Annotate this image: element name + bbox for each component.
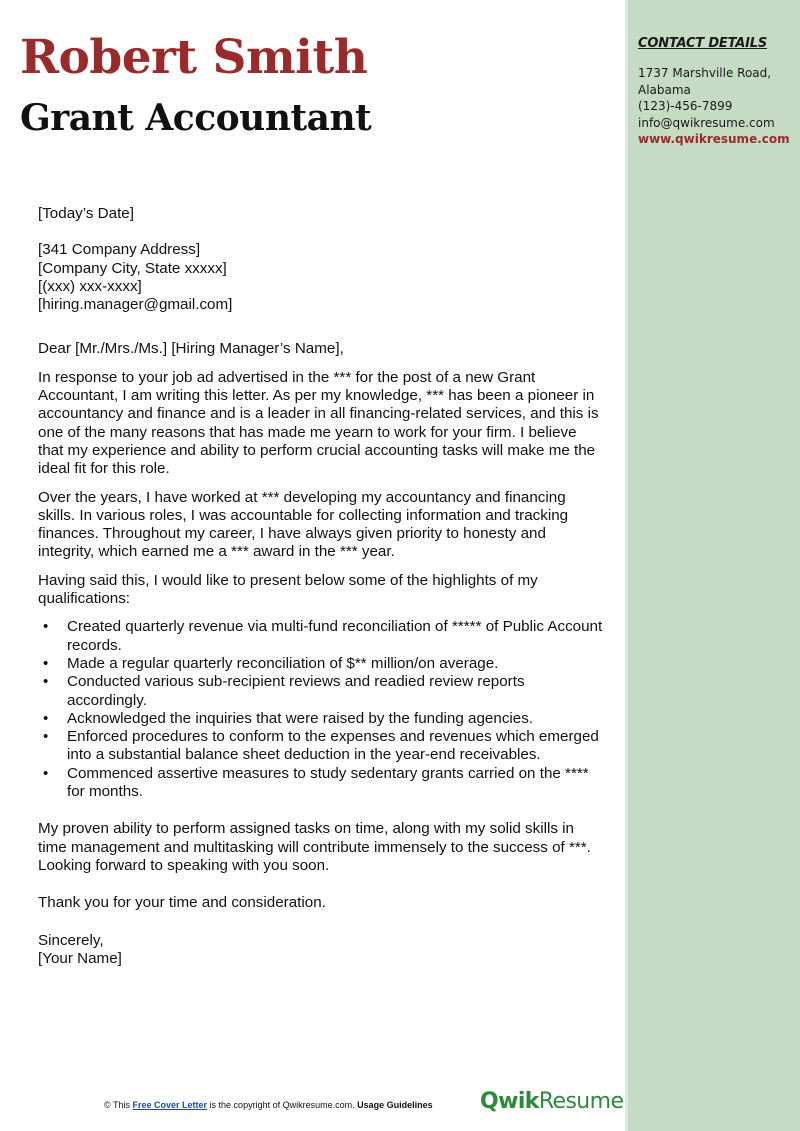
paragraph-experience: Over the years, I have worked at *** developing my accountancy and financing skills. In various roles, I was accountable for collecting information and tracking finances. Throughout my career, I have always given priority to honesty and integrity, which earned me a *** award in the *** year. <box>38 488 569 561</box>
contact-phone: (123)-456-7899 <box>638 99 733 113</box>
qwikresume-logo[interactable] <box>480 1089 623 1114</box>
paragraph-intro: In response to your job ad advertised in the *** for the post of a new Grant Accountant, I am writing this letter. As per my knowledge, *** has been a pioneer in accountancy and finance and is a leader in all financing-related services, and this is one of the many reasons that has made me yearn to work for your firm. I believe that my experience and ability to perform crucial accounting tasks will make me the ideal fit for this role. <box>38 368 599 478</box>
contact-address-line1: 1737 Marshville Road, <box>638 66 772 80</box>
applicant-name: Robert Smith <box>20 30 368 85</box>
contact-address-line2: Alabama <box>638 82 691 97</box>
signoff: Sincerely, <box>38 931 104 949</box>
signature: [Your Name] <box>38 949 122 967</box>
usage-guidelines-link[interactable]: Usage Guidelines <box>357 1100 433 1110</box>
logo-qwik: Qwik <box>480 1089 539 1114</box>
paragraph-highlights-intro: Having said this, I would like to present below some of the highlights of my qualifications: <box>38 571 538 608</box>
contact-email[interactable]: info@qwikresume.com <box>638 115 775 130</box>
salutation: Dear [Mr./Mrs./Ms.] [Hiring Manager’s Name], <box>38 340 344 358</box>
list-item: • Made a regular quarterly reconciliation of $** million/on average. <box>67 655 606 673</box>
recipient-address-line: [Company City, State xxxxx] <box>38 259 227 277</box>
letter-date: [Today’s Date] <box>38 205 134 222</box>
list-item: • Commenced assertive measures to study sedentary grants carried on the **** for months. <box>67 765 606 802</box>
contact-sidebar <box>625 0 800 1131</box>
letter-body <box>38 205 606 968</box>
free-cover-letter-link[interactable]: Free Cover Letter <box>132 1100 208 1110</box>
thanks-line: Thank you for your time and consideration. <box>38 894 326 912</box>
logo-resume: Resume <box>538 1089 624 1114</box>
highlights-list <box>38 618 606 801</box>
recipient-address-line: [hiring.manager@gmail.com] <box>38 296 233 314</box>
list-item: • Created quarterly revenue via multi-fund reconciliation of ***** of Public Account records. <box>67 618 606 655</box>
recipient-address-line: [341 Company Address] <box>38 241 201 259</box>
job-title: Grant Accountant <box>20 97 372 139</box>
footer-copyright <box>104 1100 433 1110</box>
copyright-prefix: © This <box>104 1100 130 1110</box>
paragraph-closing: My proven ability to perform assigned tasks on time, along with my solid skills in time management and multitasking will contribute immensely to the success of ***. Looking forward to speaking with you soon. <box>38 820 591 874</box>
contact-heading: CONTACT DETAILS <box>638 36 767 51</box>
recipient-address <box>38 241 606 314</box>
recipient-address-line: [(xxx) xxx-xxxx] <box>38 277 142 295</box>
list-item: • Conducted various sub-recipient reviews and readied review reports accordingly. <box>67 673 606 710</box>
list-item: • Enforced procedures to conform to the expenses and revenues which emerged into a substantial balance sheet deduction in the year-end receivables. <box>67 728 606 765</box>
copyright-text: is the copyright of Qwikresume.com. <box>209 1100 355 1110</box>
contact-website[interactable]: www.qwikresume.com <box>638 132 790 146</box>
list-item: • Acknowledged the inquiries that were raised by the funding agencies. <box>67 710 606 728</box>
